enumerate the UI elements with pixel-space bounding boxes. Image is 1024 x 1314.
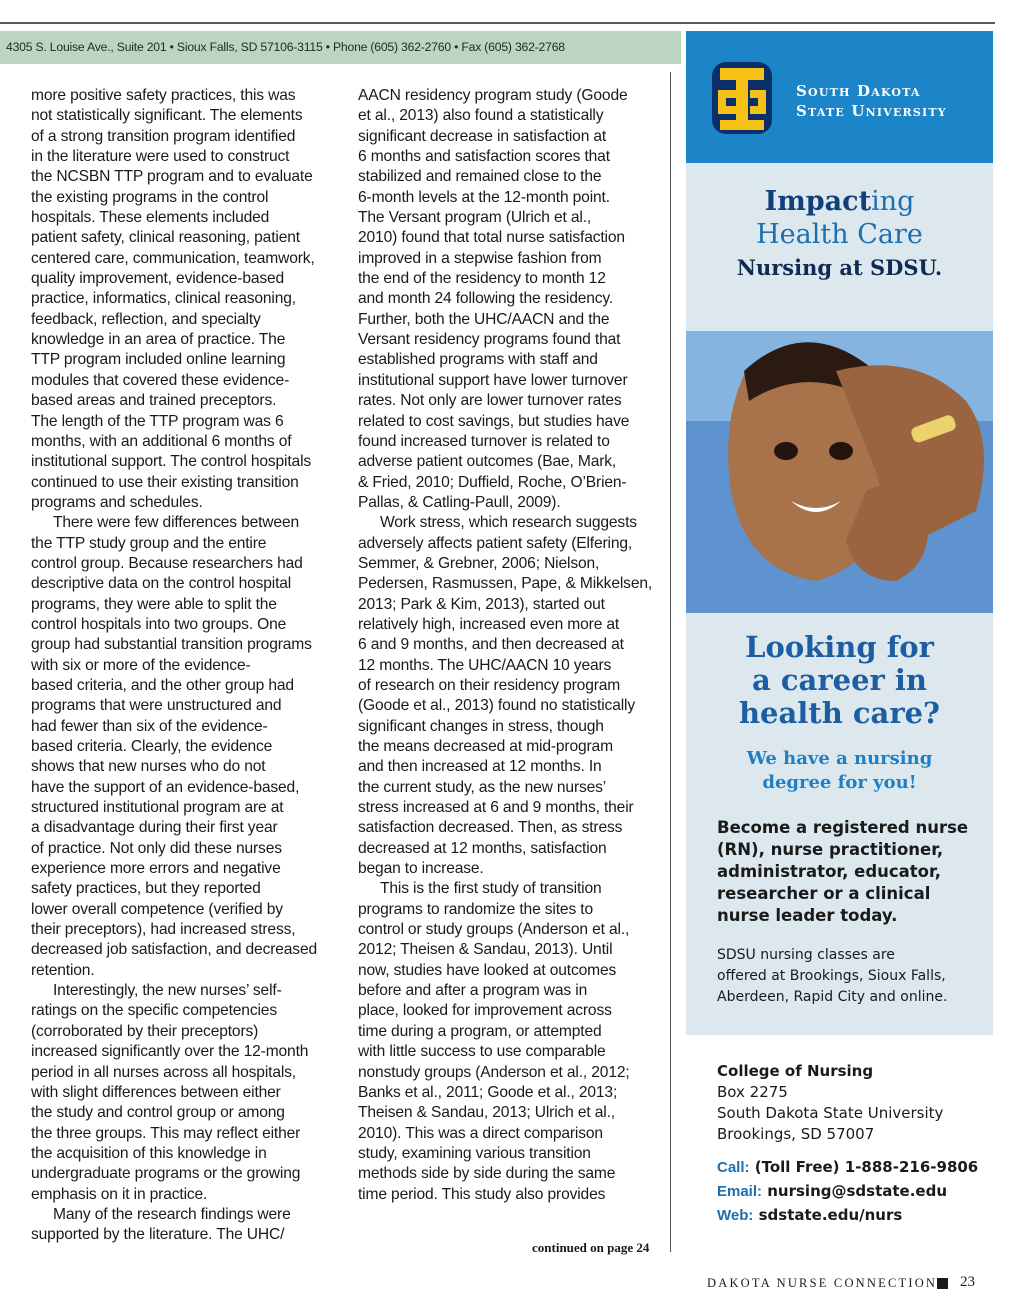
text-line: Versant residency programs found that: [358, 331, 621, 349]
text-line: Theisen & Sandau, 2013; Ulrich et al.,: [358, 1104, 615, 1122]
text-line: programs and schedules.: [31, 493, 203, 511]
career-paragraph: [717, 817, 977, 927]
text-line: with six or more of the evidence-: [31, 656, 251, 674]
text-line: related to cost savings, but studies have: [358, 412, 630, 430]
text-line: centered care, communication, teamwork,: [31, 249, 315, 267]
text-line: (Goode et al., 2013) found no statistically: [358, 697, 636, 715]
text-line: lower overall competence (verified by: [31, 900, 283, 918]
call-line: [717, 1158, 978, 1176]
text-line: had fewer than six of the evidence-: [31, 717, 268, 735]
text-line: adversely affects patient safety (Elfering,: [358, 534, 633, 552]
text-line: control or study groups (Anderson et al.,: [358, 921, 630, 939]
address-bar: 4305 S. Louise Ave., Suite 201 • Sioux Falls, SD 57106-3115 • Phone (605) 362-2760 • Fax (605) 362-2768: [0, 31, 681, 64]
text-line: the three groups. This may reflect either: [31, 1124, 301, 1142]
text-line: based criteria. Clearly, the evidence: [31, 738, 273, 755]
text-line: 12 months. The UHC/AACN 10 years: [358, 656, 612, 674]
text-line: group had substantial transition programs: [31, 636, 312, 654]
text-line: of a strong transition program identified: [31, 127, 296, 145]
text-line: before and after a program was in: [358, 982, 588, 1000]
text-line: programs to randomize the sites to: [358, 900, 593, 918]
text-line: and then increased at 12 months. In: [358, 758, 602, 776]
website: sdstate.edu/nurs: [758, 1206, 903, 1224]
page-number: 23: [960, 1274, 975, 1290]
text-line: found increased turnover is related to: [358, 432, 610, 450]
email-line: [717, 1182, 947, 1200]
column-divider: [670, 72, 671, 1252]
text-line: retention.: [31, 961, 95, 979]
text-line: (corroborated by their preceptors): [31, 1022, 259, 1040]
career-line: researcher or a clinical: [717, 884, 931, 903]
sdsu-advertisement: [686, 31, 993, 1035]
nursing-sdsu-heading: Nursing at SDSU.: [736, 255, 943, 280]
degree-subheading: [686, 747, 993, 795]
ad-header-band: [686, 31, 993, 163]
text-line: stabilized and remained close to the: [358, 168, 602, 186]
text-line: the acquisition of this knowledge in: [31, 1144, 267, 1162]
text-line: control hospitals into two groups. One: [31, 615, 287, 633]
text-line: The Versant program (Ulrich et al.,: [358, 209, 592, 227]
text-line: more positive safety practices, this was: [31, 87, 296, 104]
text-line: the study and control group or among: [31, 1104, 285, 1122]
text-line: structured institutional program are at: [31, 799, 284, 817]
text-line: based areas and trained preceptors.: [31, 392, 277, 410]
text-line: 6 months and satisfaction scores that: [358, 148, 610, 166]
text-line: institutional support have lower turnover: [358, 371, 628, 389]
text-line: Semmer, & Grebner, 2006; Nielson,: [358, 554, 600, 572]
text-line: time during a program, or attempted: [358, 1022, 602, 1040]
text-line: et al., 2013) also found a statistically: [358, 107, 604, 125]
text-line: knowledge in an area of practice. The: [31, 331, 286, 349]
text-line: 2012; Theisen & Sandau, 2013). Until: [358, 941, 613, 959]
call-label: Call:: [717, 1159, 750, 1176]
contact-address: [717, 1061, 943, 1145]
locations-line: SDSU nursing classes are: [717, 947, 895, 963]
text-line: the current study, as the new nurses’: [358, 778, 607, 796]
text-line: 2013; Park & Kim, 2013), started out: [358, 595, 605, 613]
text-line: time period. This study also provides: [358, 1185, 606, 1203]
email-address: nursing@sdstate.edu: [767, 1182, 948, 1200]
university-name: [796, 81, 947, 121]
impact-rest: ing: [871, 186, 915, 217]
text-line: the existing programs in the control: [31, 188, 269, 206]
career-line: administrator, educator,: [717, 862, 941, 881]
text-line: increased significantly over the 12-month: [31, 1043, 309, 1061]
article-column-2: [358, 86, 670, 1205]
text-line: AACN residency program study (Goode: [358, 87, 628, 104]
text-line: with little success to use comparable: [358, 1043, 606, 1061]
looking-line: Looking for: [745, 630, 934, 664]
text-line: There were few differences between: [53, 514, 299, 532]
web-line: [717, 1206, 902, 1224]
text-line: significant decrease in satisfaction at: [358, 127, 607, 145]
text-line: feedback, reflection, and specialty: [31, 310, 261, 328]
publication-name: DAKOTA NURSE CONNECTION: [707, 1276, 938, 1290]
text-line: modules that covered these evidence-: [31, 371, 290, 389]
text-line: institutional support. The control hospitals: [31, 453, 312, 471]
text-line: programs, they were able to split the: [31, 595, 277, 613]
text-line: supported by the literature. The UHC/: [31, 1226, 285, 1244]
text-line: shows that new nurses who do not: [31, 758, 266, 776]
web-label: Web:: [717, 1207, 754, 1224]
email-label: Email:: [717, 1183, 763, 1200]
text-line: Work stress, which research suggests: [380, 514, 637, 532]
text-line: with slight differences between either: [31, 1083, 281, 1101]
text-line: of practice. Not only did these nurses: [31, 839, 282, 857]
text-line: based criteria, and the other group had: [31, 676, 294, 694]
text-line: emphasis on it in practice.: [31, 1185, 208, 1203]
text-line: have the support of an evidence-based,: [31, 778, 300, 796]
college-name: College of Nursing: [717, 1062, 874, 1080]
text-line: the end of the residency to month 12: [358, 270, 606, 288]
sdsu-logo-icon: [706, 56, 778, 140]
text-line: period in all nurses across all hospitals,: [31, 1063, 296, 1081]
text-line: place, looked for improvement across: [358, 1002, 612, 1020]
text-line: months, with an additional 6 months of: [31, 432, 292, 450]
text-line: programs that were unstructured and: [31, 697, 282, 715]
text-line: not statistically significant. The elements: [31, 107, 303, 125]
text-line: 2010) found that total nurse satisfaction: [358, 229, 625, 247]
text-line: hospitals. These elements included: [31, 209, 270, 227]
career-line: nurse leader today.: [717, 906, 898, 925]
text-line: Pedersen, Rasmussen, Pape, & Mikkelsen,: [358, 575, 653, 593]
text-line: ratings on the specific competencies: [31, 1002, 277, 1020]
impacting-heading: [686, 186, 993, 217]
impact-bold: Impact: [764, 186, 872, 217]
text-line: Pallas, & Catling-Paull, 2009).: [358, 493, 561, 511]
subheading-line: We have a nursing: [746, 748, 933, 769]
text-line: Banks et al., 2011; Goode et al., 2013;: [358, 1083, 618, 1101]
text-line: This is the first study of transition: [380, 880, 602, 898]
text-line: methods side by side during the same: [358, 1165, 616, 1183]
text-line: 6 and 9 months, and then decreased at: [358, 636, 624, 654]
looking-line: a career in: [752, 663, 927, 697]
locations-line: offered at Brookings, Sioux Falls,: [717, 968, 946, 984]
text-line: patient safety, clinical reasoning, patient: [31, 229, 300, 247]
text-line: adverse patient outcomes (Bae, Mark,: [358, 453, 617, 471]
locations-line: Aberdeen, Rapid City and online.: [717, 989, 948, 1005]
text-line: experience more errors and negative: [31, 860, 281, 878]
text-line: satisfaction decreased. Then, as stress: [358, 819, 623, 837]
text-line: decreased at 12 months, satisfaction: [358, 839, 607, 857]
text-line: began to increase.: [358, 860, 484, 878]
text-line: & Fried, 2010; Duffield, Roche, O’Brien-: [358, 473, 627, 491]
looking-heading: [686, 631, 993, 730]
text-line: The length of the TTP program was 6: [31, 412, 284, 430]
text-line: relatively high, increased even more at: [358, 615, 620, 633]
text-line: control group. Because researchers had: [31, 554, 303, 572]
health-care-heading: Health Care: [756, 219, 923, 250]
text-line: Interestingly, the new nurses’ self-: [53, 982, 282, 1000]
continued-note: continued on page 24: [532, 1240, 650, 1255]
address-box: Box 2275: [717, 1083, 788, 1101]
address-city: Brookings, SD 57007: [717, 1125, 875, 1143]
text-line: in the literature were used to construct: [31, 148, 290, 166]
article-column-1: [31, 86, 341, 1246]
looking-line: health care?: [738, 696, 941, 730]
top-rule: [0, 22, 995, 24]
phone-number: (Toll Free) 1-888-216-9806: [754, 1158, 979, 1176]
career-line: (RN), nurse practitioner,: [717, 840, 944, 859]
text-line: of research on their residency program: [358, 676, 621, 694]
address-university: South Dakota State University: [717, 1104, 944, 1122]
footer-square-icon: [937, 1278, 948, 1289]
text-line: decreased job satisfaction, and decreased: [31, 941, 317, 959]
text-line: improved in a stepwise fashion from: [358, 249, 602, 267]
subheading-line: degree for you!: [762, 772, 917, 793]
text-line: the NCSBN TTP program and to evaluate: [31, 168, 313, 186]
text-line: quality improvement, evidence-based: [31, 270, 285, 288]
text-line: established programs with staff and: [358, 351, 598, 369]
text-line: 6-month levels at the 12-month point.: [358, 188, 610, 206]
text-line: study, examining various transition: [358, 1144, 591, 1162]
text-line: their preceptors), had increased stress,: [31, 921, 296, 939]
career-line: Become a registered nurse: [717, 818, 969, 837]
university-name-line: State University: [796, 102, 947, 120]
text-line: a disadvantage during their first year: [31, 819, 278, 837]
child-photo: [686, 331, 993, 613]
text-line: practice, informatics, clinical reasoning,: [31, 290, 296, 308]
text-line: nonstudy groups (Anderson et al., 2012;: [358, 1063, 630, 1081]
text-line: the means decreased at mid-program: [358, 738, 613, 755]
text-line: 2010). This was a direct comparison: [358, 1124, 603, 1142]
text-line: stress increased at 6 and 9 months, their: [358, 799, 634, 817]
text-line: Many of the research findings were: [53, 1205, 291, 1223]
text-line: TTP program included online learning: [31, 351, 286, 369]
text-line: the TTP study group and the entire: [31, 534, 267, 552]
text-line: Further, both the UHC/AACN and the: [358, 310, 610, 328]
text-line: rates. Not only are lower turnover rates: [358, 392, 622, 410]
university-name-line: South Dakota: [796, 82, 921, 100]
text-line: descriptive data on the control hospital: [31, 575, 292, 593]
text-line: and month 24 following the residency.: [358, 290, 614, 308]
text-line: significant changes in stress, though: [358, 717, 604, 735]
text-line: undergraduate programs or the growing: [31, 1165, 301, 1183]
text-line: now, studies have looked at outcomes: [358, 961, 617, 979]
text-line: continued to use their existing transition: [31, 473, 299, 491]
locations-paragraph: [717, 945, 987, 1008]
text-line: safety practices, but they reported: [31, 880, 261, 898]
